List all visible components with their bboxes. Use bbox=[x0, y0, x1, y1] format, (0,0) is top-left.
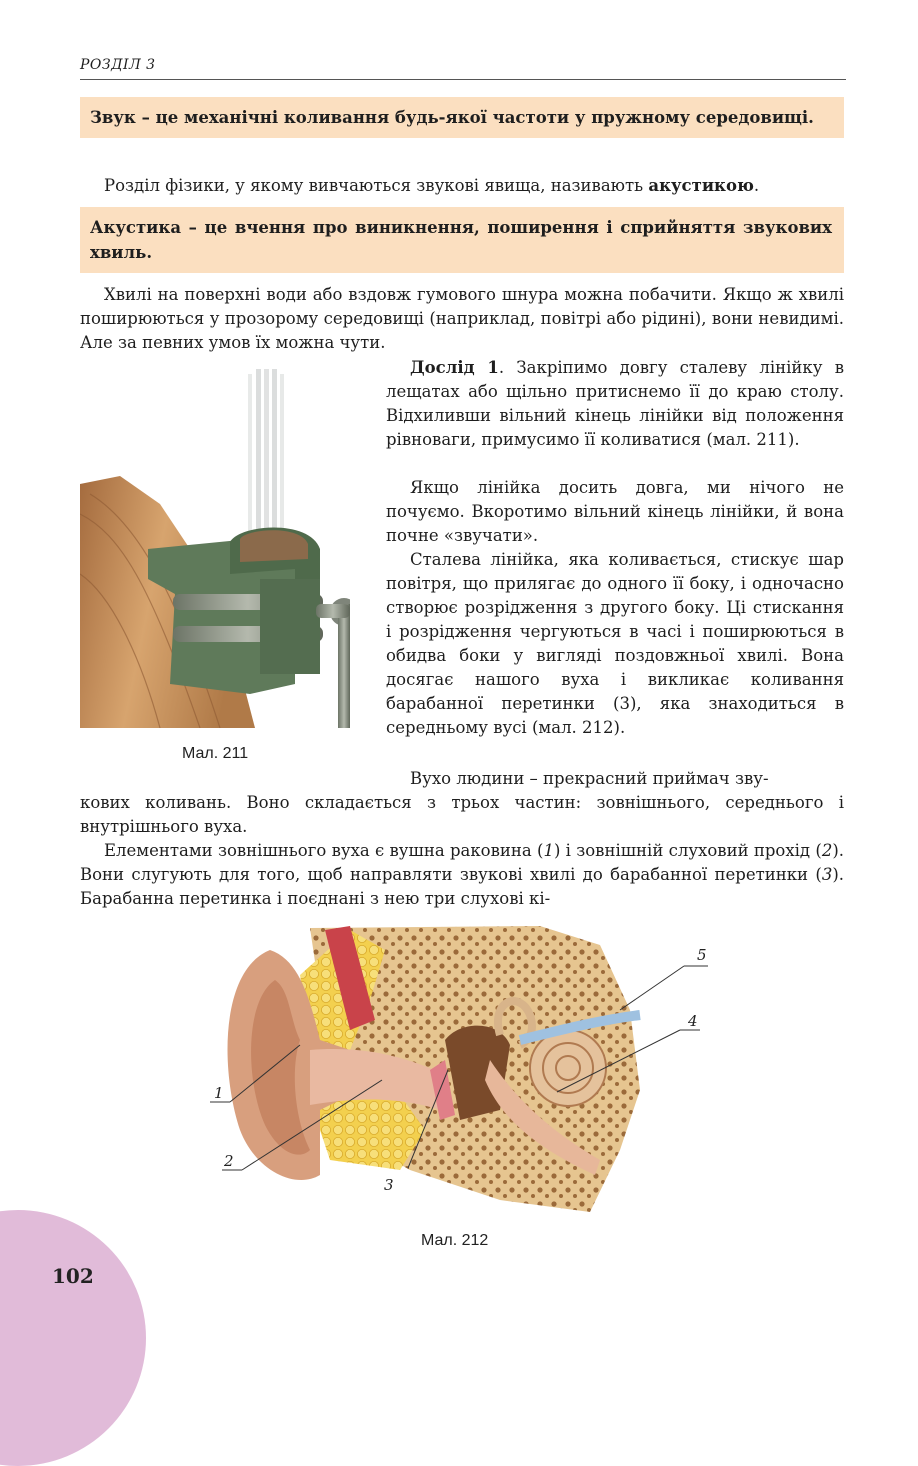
page-number: 102 bbox=[52, 1264, 94, 1288]
paragraph-acoustics-intro: Розділ фізики, у якому вивчаються звукові явища, називають акустикою. bbox=[104, 176, 760, 195]
paragraph-waves: Хвилі на поверхні води або вздовж гумового шнура можна побачити. Якщо ж хвилі поширюються у прозорому середовищі (наприклад, повітрі або рідині), вони невидимі. Але за певних умов їх можна чути. bbox=[80, 285, 844, 352]
experiment-title: Дослід 1 bbox=[410, 358, 499, 377]
paragraph-ear-continued: кових коливань. Воно складається з трьох частин: зовнішнього, середнього і внутрішнього вуха. bbox=[80, 793, 844, 836]
fig212-label-3: 3 bbox=[384, 1176, 394, 1194]
fig212-label-4: 4 bbox=[688, 1012, 698, 1030]
paragraph-outer-ear: Елементами зовнішнього вуха є вушна раковина (1) і зовнішній слуховий прохід (2). Вони слугують для того, щоб направляти звукові хвилі до барабанної перетинки (3). Барабанна перетинка і поєднані з нею три слухові кі- bbox=[80, 841, 844, 908]
figure-212-caption: Мал. 212 bbox=[421, 1232, 489, 1249]
vise-illustration bbox=[80, 364, 350, 728]
paragraph-long-ruler: Якщо лінійка досить довга, ми нічого не почуємо. Вкоротимо вільний кінець лінійки, й вона почне «звучати». bbox=[386, 478, 844, 545]
fig212-label-5: 5 bbox=[697, 946, 707, 964]
header-rule bbox=[80, 79, 846, 80]
fig212-label-2: 2 bbox=[224, 1152, 234, 1170]
definition-sound: Звук – це механічні коливання будь-якої частоти у пружному середовищі. bbox=[80, 97, 844, 138]
fig212-label-1: 1 bbox=[214, 1084, 224, 1102]
ear-anatomy-illustration bbox=[200, 920, 730, 1220]
section-title: РОЗДІЛ 3 bbox=[80, 57, 156, 73]
term-acoustics: акустикою bbox=[648, 176, 754, 195]
paragraph-ear-start: Вухо людини – прекрасний приймач зву- bbox=[410, 769, 769, 788]
figure-211-caption: Мал. 211 bbox=[182, 745, 249, 762]
paragraph-experiment-1: Дослід 1. Закріпимо довгу сталеву лінійку в лещатах або щільно притиснемо її до краю столу. Відхиливши вільний кінець лінійки від положення рівноваги, примусимо її коливатися (мал. 211). bbox=[386, 358, 844, 449]
paragraph-steel-ruler: Сталева лінійка, яка коливається, стискує шар повітря, що прилягає до одного її боку, і одночасно створює розрідження з другого боку. Ці стискання і розрідження чергуються в часі і поширюються в обидва боки у вигляді поздовжньої хвилі. Вона досягає нашого вуха і викликає коливання барабанної перетинки (3), яка знаходиться в середньому вусі (мал. 212). bbox=[386, 550, 844, 737]
page-corner-decoration bbox=[0, 1210, 146, 1466]
figure-211-vise bbox=[80, 364, 350, 728]
definition-acoustics: Акустика – це вчення про виникнення, поширення і сприйняття звукових хвиль. bbox=[80, 207, 844, 273]
figure-212-ear-anatomy bbox=[200, 920, 730, 1220]
